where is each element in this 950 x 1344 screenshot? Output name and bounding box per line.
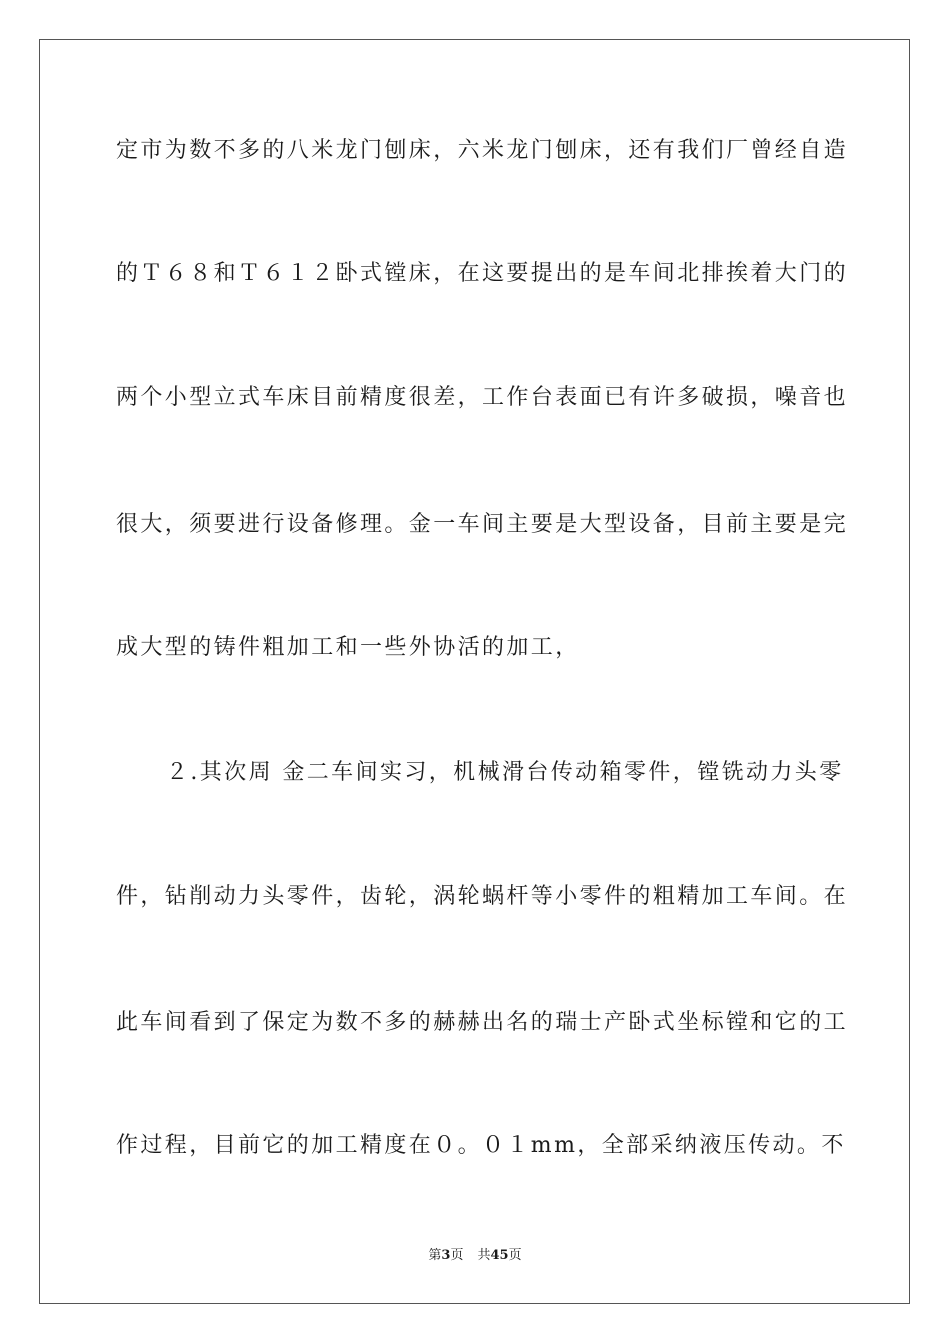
- paragraph-line: 此车间看到了保定为数不多的赫赫出名的瑞士产卧式坐标镗和它的工: [116, 1010, 849, 1035]
- page-border: [39, 39, 910, 1304]
- paragraph-line: 两个小型立式车床目前精度很差，工作台表面已有许多破损，噪音也: [116, 385, 849, 410]
- page-prefix: 第: [428, 1248, 442, 1263]
- paragraph-line: 件，钻削动力头零件，齿轮，涡轮蜗杆等小零件的粗精加工车间。在: [116, 884, 849, 909]
- paragraph-line: ２.其次周 金二车间实习，机械滑台传动箱零件，镗铣动力头零: [166, 760, 844, 785]
- paragraph-line: 定市为数不多的八米龙门刨床，六米龙门刨床，还有我们厂曾经自造: [116, 138, 849, 163]
- page-total: 45: [490, 1248, 509, 1263]
- paragraph-line: 很大，须要进行设备修理。金一车间主要是大型设备，目前主要是完: [116, 512, 849, 537]
- paragraph-line: 作过程，目前它的加工精度在０。０１mm，全部采纳液压传动。不: [116, 1133, 846, 1158]
- paragraph-line: 成大型的铸件粗加工和一些外协活的加工，: [116, 635, 580, 660]
- page-current: 3: [441, 1248, 451, 1263]
- paragraph-line: 的Ｔ６８和Ｔ６１２卧式镗床，在这要提出的是车间北排挨着大门的: [116, 261, 849, 286]
- total-prefix: 共: [477, 1248, 491, 1263]
- page-footer: [0, 1247, 950, 1265]
- total-suffix: 页: [508, 1248, 522, 1263]
- page-suffix: 页: [450, 1248, 464, 1263]
